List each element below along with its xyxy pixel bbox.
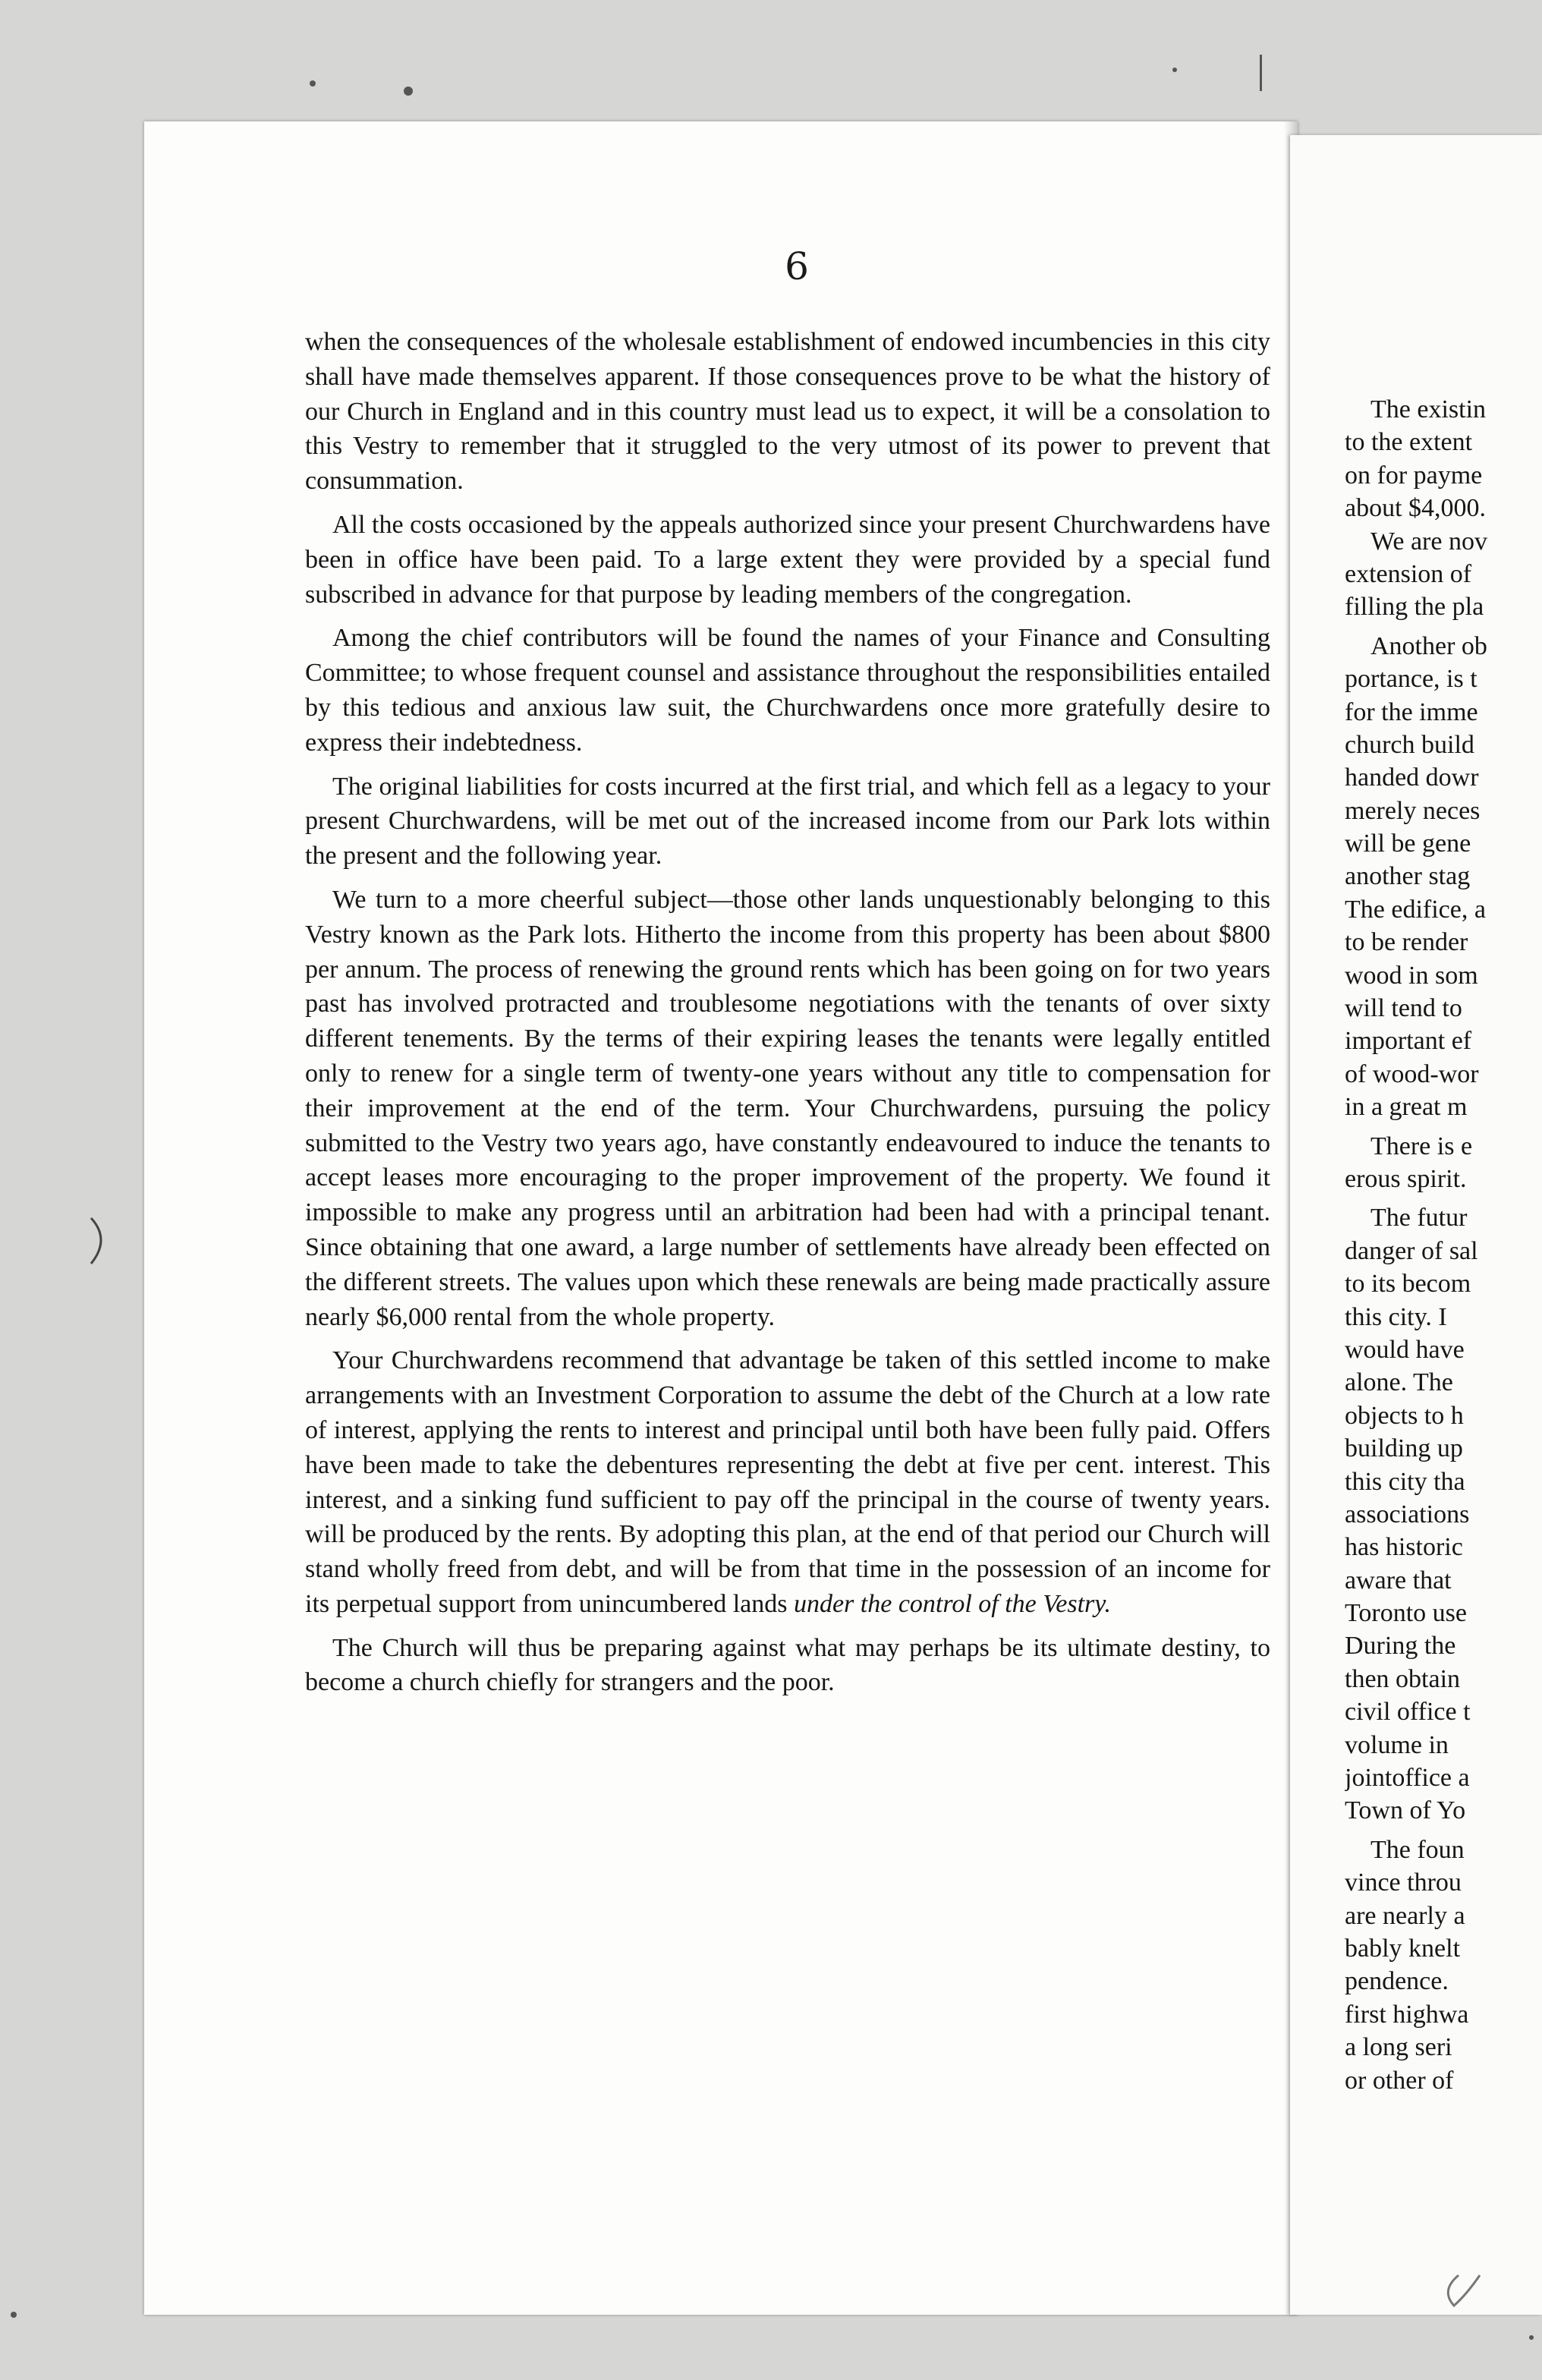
paragraph-4: The original liabilities for costs incurred at the first trial, and which fell as a legacy to your present Churchwardens, will be met out of the increased income from our Park lots within the present and the following year. bbox=[305, 772, 1270, 870]
right-line: to be render bbox=[1345, 928, 1468, 957]
right-line: will tend to bbox=[1345, 994, 1462, 1023]
right-line: Another ob bbox=[1370, 631, 1487, 660]
right-line: church build bbox=[1345, 730, 1474, 759]
right-line: danger of sal bbox=[1345, 1236, 1478, 1265]
margin-bracket bbox=[91, 1218, 101, 1264]
paragraph-6-text: Your Churchwardens recommend that advantage be taken of this settled income to make arrangements with an Investment Corporation to assume the debt of the Church at a low rate of interest, applying the rents to interest and principal until both have been fully paid. Offers have been made to take the debentures representing the debt at five per cent. interest. This interest, and a sinking fund sufficient to pay off the principal in the course of twenty years. will be produced by the rents. By adopting this plan, at the end of that period our Church will stand wholly freed from debt, and will be from that time in the possession of an income for its perpetual support from unincumbered lands bbox=[305, 1346, 1270, 1618]
right-line: of wood-wor bbox=[1345, 1059, 1479, 1088]
right-line: The edifice, a bbox=[1345, 895, 1486, 924]
right-line: this city. I bbox=[1345, 1302, 1447, 1331]
right-line: erous spirit. bbox=[1345, 1164, 1467, 1193]
right-line: There is e bbox=[1370, 1132, 1473, 1160]
right-line: will be gene bbox=[1345, 830, 1471, 858]
right-line: a long seri bbox=[1345, 2033, 1452, 2062]
right-line: to its becom bbox=[1345, 1270, 1471, 1299]
paragraph-2: All the costs occasioned by the appeals authorized since your present Churchwardens have been in office have been paid. To a large extent they were provided by a special fund subscribed in advance for that purpose by leading members of the congregation. bbox=[305, 510, 1270, 609]
right-line: then obtain bbox=[1345, 1664, 1461, 1693]
right-line: are nearly a bbox=[1345, 1901, 1465, 1930]
right-line: merely neces bbox=[1345, 796, 1481, 825]
paragraph-3: Among the chief contributors will be found the names of your Finance and Consulting Committee; to whose frequent counsel and assistance throughout the responsibilities entailed by this tedious and anxious law suit, the Churchwardens once more gratefully desire to express their indebtedness. bbox=[305, 624, 1270, 757]
right-line: vince throu bbox=[1345, 1868, 1462, 1897]
paragraph-6 bbox=[305, 1343, 1270, 1621]
right-line: The existin bbox=[1370, 395, 1487, 423]
right-line: Town of Yo bbox=[1345, 1796, 1466, 1825]
right-line: or other of bbox=[1345, 2066, 1454, 2095]
right-line: handed dowr bbox=[1345, 763, 1479, 792]
right-line: We are nov bbox=[1370, 527, 1487, 556]
right-line: filling the pla bbox=[1345, 593, 1484, 622]
right-line: portance, is t bbox=[1345, 665, 1477, 694]
right-line: would have bbox=[1345, 1335, 1465, 1364]
right-line: During the bbox=[1345, 1632, 1456, 1661]
right-line: extension of bbox=[1345, 559, 1472, 588]
right-page-text bbox=[1345, 393, 1542, 2097]
right-line: for the imme bbox=[1345, 697, 1478, 726]
page-number: 6 bbox=[785, 244, 809, 288]
body-text bbox=[305, 325, 1270, 1709]
right-line: alone. The bbox=[1345, 1368, 1453, 1397]
right-line: building up bbox=[1345, 1434, 1463, 1463]
paragraph-5: We turn to a more cheerful subject—those other lands unquestionably belonging to this Vestry known as the Park lots. Hitherto the income from this property has been about $800 per annum. The process of renewing the ground rents which has been going on for two years past has involved protracted and troublesome negotiations with the tenants of over sixty different tenements. By the terms of their expiring leases the tenants were legally entitled only to renew for a single term of twenty-one years without any title to compensation for their improvement at the end of the term. Your Churchwardens, pursuing the policy submitted to the Vestry two years ago, have constantly endeavoured to induce the tenants to accept leases more encouraging to the proper improvement of the property. We found it impossible to make any progress until an arbitration had been had with a principal tenant. Since obtaining that one award, a large number of settlements have already been effected on the different streets. The values upon which these renewals are being made practically assure nearly $6,000 rental from the whole property. bbox=[305, 885, 1270, 1331]
right-line: to the extent bbox=[1345, 428, 1473, 457]
right-line: aware that bbox=[1345, 1566, 1452, 1595]
paragraph-7: The Church will thus be preparing against what may perhaps be its ultimate destiny, to become a church chiefly for strangers and the poor. bbox=[305, 1633, 1270, 1697]
right-line: bably knelt bbox=[1345, 1934, 1461, 1963]
right-line: The futur bbox=[1370, 1204, 1468, 1232]
right-line: first highwa bbox=[1345, 2000, 1469, 2029]
right-line: another stag bbox=[1345, 862, 1471, 891]
right-line: this city tha bbox=[1345, 1467, 1465, 1496]
italic-phrase: under the control of the Vestry. bbox=[793, 1589, 1111, 1618]
right-line: Toronto use bbox=[1345, 1599, 1467, 1628]
right-line: wood in som bbox=[1345, 961, 1478, 990]
right-line: objects to h bbox=[1345, 1401, 1464, 1430]
right-line: pendence. bbox=[1345, 1967, 1449, 1996]
right-line: volume in bbox=[1345, 1730, 1449, 1759]
right-line: has historic bbox=[1345, 1533, 1463, 1562]
right-line: associations bbox=[1345, 1500, 1470, 1528]
right-line: about $4,000. bbox=[1345, 494, 1487, 523]
right-line: The foun bbox=[1370, 1835, 1465, 1864]
right-line: jointoffice a bbox=[1345, 1764, 1470, 1793]
right-line: important ef bbox=[1345, 1027, 1472, 1056]
right-line: civil office t bbox=[1345, 1698, 1471, 1727]
paragraph-1: when the consequences of the wholesale establishment of endowed incumbencies in this city shall have made themselves apparent. If those consequences prove to be what the history of our Church in England and in this country must lead us to expect, it will be a consolation to this Vestry to remember that it struggled to the very utmost of its power to prevent that consummation. bbox=[305, 328, 1270, 496]
right-line: on for payme bbox=[1345, 461, 1483, 490]
right-line: in a great m bbox=[1345, 1093, 1468, 1122]
